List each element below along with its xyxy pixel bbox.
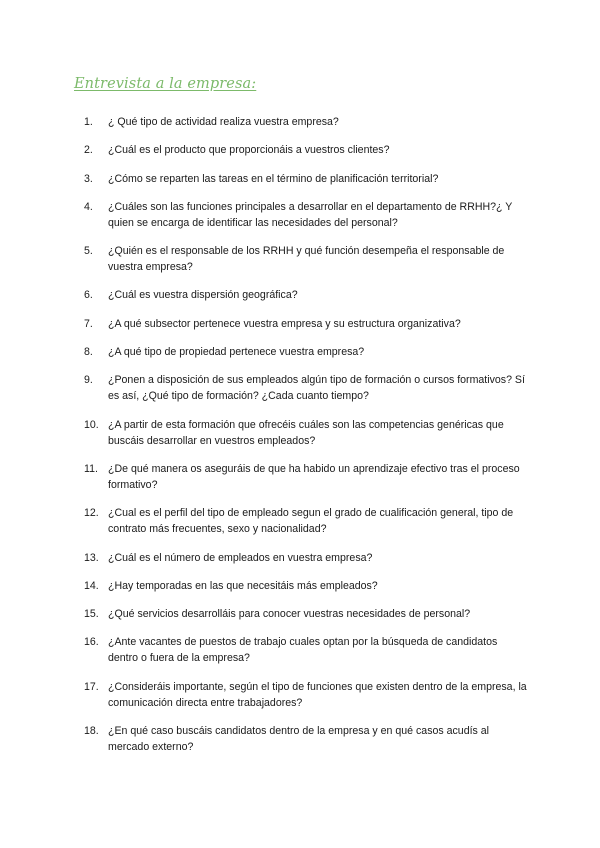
question-text: ¿A partir de esta formación que ofrecéis cuáles son las competencias genéricas que buscáis desarrollar en vuestros empleados?: [108, 418, 504, 447]
page-title: Entrevista a la empresa:: [74, 76, 257, 92]
question-number: 14.: [84, 579, 99, 592]
question-text: ¿Quién es el responsable de los RRHH y qué función desempeña el responsable de vuestra empresa?: [108, 245, 505, 274]
question-text: ¿Cuál es el número de empleados en vuestra empresa?: [108, 551, 373, 564]
question-number: 8.: [84, 346, 93, 359]
question-text: ¿Cuál es vuestra dispersión geográfica?: [108, 289, 298, 302]
question-item: [84, 417, 529, 449]
question-item: [84, 550, 529, 566]
question-number: 12.: [84, 507, 99, 520]
question-number: 5.: [84, 245, 93, 258]
question-number: 4.: [84, 200, 93, 213]
question-item: [84, 287, 529, 303]
question-list: [84, 114, 529, 767]
question-item: [84, 142, 529, 158]
question-number: 3.: [84, 172, 93, 185]
question-item: [84, 316, 529, 332]
question-item: [84, 243, 529, 275]
question-number: 13.: [84, 551, 99, 564]
question-text: ¿Cómo se reparten las tareas en el término de planificación territorial?: [108, 172, 439, 185]
question-item: [84, 606, 529, 622]
question-text: ¿Consideráis importante, según el tipo de funciones que existen dentro de la empresa, la comunicación directa entre trabajadores?: [108, 680, 527, 709]
question-number: 9.: [84, 374, 93, 387]
question-number: 10.: [84, 418, 99, 431]
question-number: 11.: [84, 462, 98, 475]
question-number: 17.: [84, 680, 99, 693]
question-item: [84, 114, 529, 130]
question-number: 1.: [84, 116, 93, 128]
question-text: ¿En qué caso buscáis candidatos dentro de la empresa y en qué casos acudís al mercado externo?: [108, 725, 490, 754]
question-text: ¿A qué subsector pertenece vuestra empresa y su estructura organizativa?: [108, 317, 461, 330]
question-number: 2.: [84, 144, 93, 157]
question-number: 16.: [84, 636, 99, 649]
question-number: 18.: [84, 725, 99, 738]
question-item: [84, 723, 529, 755]
question-text: ¿Hay temporadas en las que necesitáis más empleados?: [108, 579, 378, 592]
question-item: [84, 372, 529, 404]
question-text: ¿Ponen a disposición de sus empleados algún tipo de formación o cursos formativos? Sí es así, ¿Qué tipo de formación? ¿Cada cuanto tiempo?: [108, 374, 525, 403]
question-item: [84, 199, 529, 231]
question-number: 6.: [84, 289, 93, 302]
question-item: [84, 679, 529, 711]
question-text: ¿ Qué tipo de actividad realiza vuestra empresa?: [108, 116, 339, 128]
question-text: ¿A qué tipo de propiedad pertenece vuestra empresa?: [108, 346, 365, 359]
question-number: 15.: [84, 608, 99, 621]
question-text: ¿De qué manera os aseguráis de que ha habido un aprendizaje efectivo tras el proceso formativo?: [108, 462, 520, 491]
question-text: ¿Ante vacantes de puestos de trabajo cuales optan por la búsqueda de candidatos dentro o fuera de la empresa?: [108, 636, 498, 665]
question-text: ¿Cuáles son las funciones principales a desarrollar en el departamento de RRHH?¿ Y quien se encarga de identificar las necesidades del personal?: [108, 200, 513, 229]
question-text: ¿Cual es el perfil del tipo de empleado segun el grado de cualificación general, tipo de contrato más frecuentes, sexo y nacionalidad?: [108, 507, 514, 536]
question-item: [84, 344, 529, 360]
question-item: [84, 505, 529, 537]
question-text: ¿Cuál es el producto que proporcionáis a vuestros clientes?: [108, 144, 390, 157]
question-item: [84, 634, 529, 666]
question-item: [84, 171, 529, 187]
question-text: ¿Qué servicios desarrolláis para conocer vuestras necesidades de personal?: [108, 608, 471, 621]
question-item: [84, 578, 529, 594]
question-item: [84, 461, 529, 493]
question-number: 7.: [84, 317, 93, 330]
